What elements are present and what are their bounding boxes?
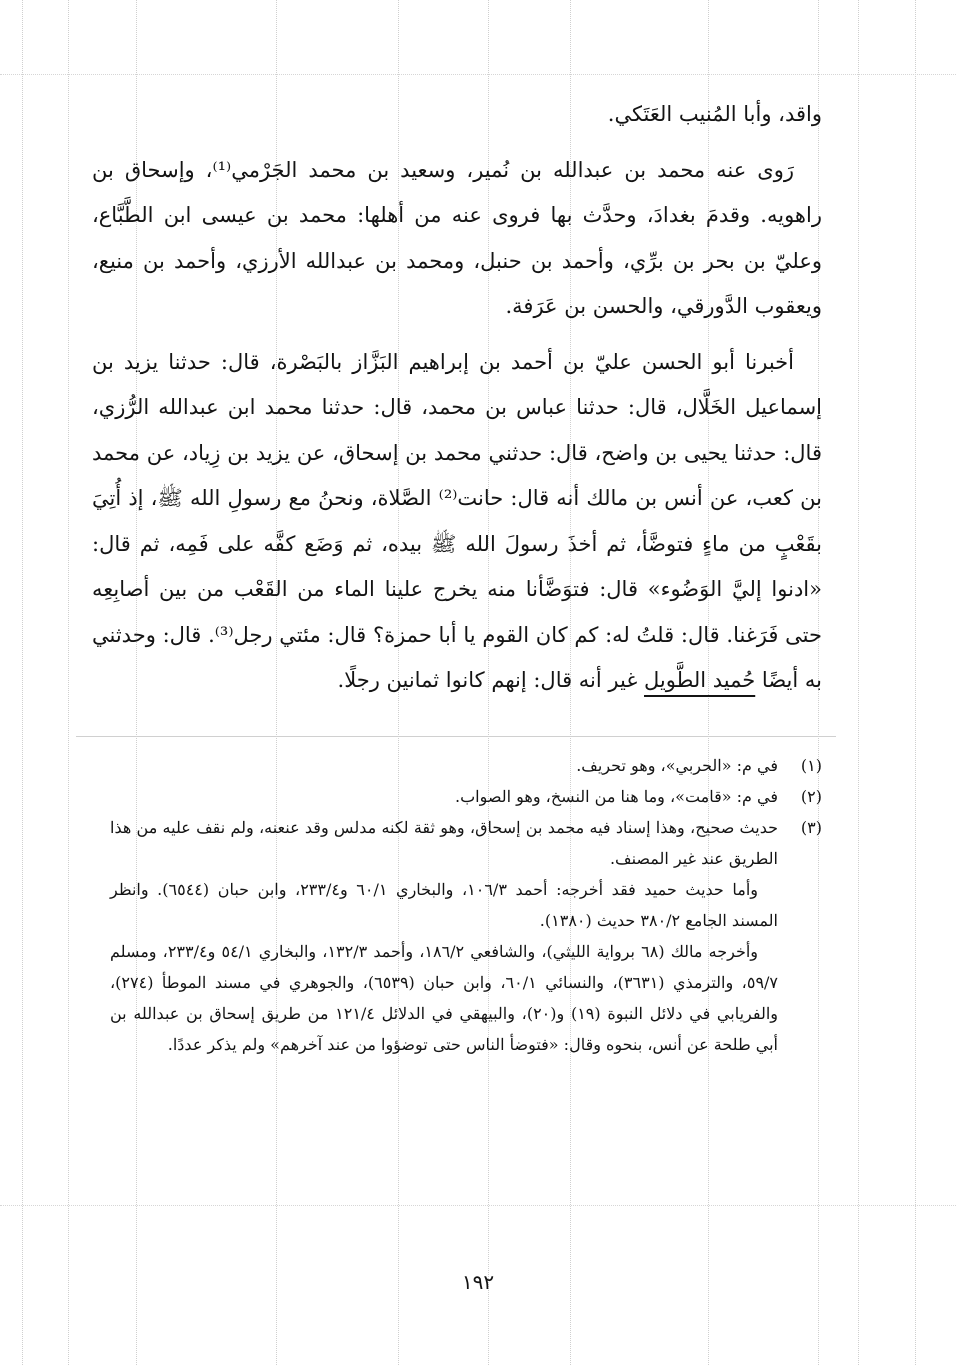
footnote-body [110, 750, 778, 781]
main-text-body [92, 92, 822, 704]
scan-guide-line [68, 0, 69, 1365]
scan-guide-line [0, 74, 956, 75]
footnote-text: في م: «الحربي»، وهو تحريف. [576, 756, 778, 775]
footnote-body [110, 781, 778, 812]
paragraph-narrators: رَوى عنه محمد بن عبدالله بن نُمير، وسعيد بن محمد الجَرْمي⁽¹⁾، وإسحاق بن راهويه. وقدمَ بغدادَ، وحدَّث بها فروى عنه من أهلها: محمد بن عيسى ابن الطَّبَّاع، وعليّ بن بحر بن برِّي، وأحمد بن حنبل، ومحمد بن عبدالله الأرزي، وأحمد بن منيع، ويعقوب الدَّورقي، والحسن بن عَرَفة. [92, 157, 822, 318]
footnote-number: (٢) [800, 787, 822, 806]
footnotes-section [110, 750, 822, 1060]
scan-guide-line [858, 0, 859, 1365]
footnote-item [110, 781, 822, 812]
footnote-text: في م: «قامت»، وما هنا من النسخ، وهو الصواب. [455, 787, 778, 806]
underlined-name: حُميد الطَّويل [644, 668, 756, 692]
footnote-separator [76, 736, 836, 737]
footnote-text: وأما حديث حميد فقد أخرجه: أحمد ١٠٦/٣، والبخاري ٦٠/١ و٢٣٣/٤، وابن حبان (٦٥٤٤). وانظر المسند الجامع ٣٨٠/٢ حديث (١٣٨٠). [110, 880, 778, 930]
footnote-text: حديث صحيح، وهذا إسناد فيه محمد بن إسحاق، وهو ثقة لكنه مدلس وقد عنعنه، ولم نقف عليه من هذا الطريق عند غير المصنف. [110, 818, 779, 868]
footnote-item [110, 750, 822, 781]
footnote-text: وأخرجه مالك (٦٨ برواية الليثي)، والشافعي ١٨٦/٢، وأحمد ١٣٢/٣، والبخاري ٥٤/١ و٢٣٣/٤، ومسلم ٥٩/٧، والترمذي (٣٦٣١)، والنسائي ٦٠/١، وابن حبان (٦٥٣٩)، والجوهري في مسند الموطأ (٢٧٤)، والفريابي في دلائل النبوة (١٩) و(٢٠)، والبيهقي في الدلائل ١٢١/٤ من طريق إسحاق بن عبدالله بن أبي طلحة عن أنس، بنحوه وقال: «فتوضأ الناس حتى توضؤوا من عند آخرهم» ولم يذكر عددًا. [110, 942, 779, 1054]
hadith-text-end: غير أنه قال: إنهم كانوا ثمانين رجلًا. [337, 668, 638, 692]
footnote-item [110, 812, 822, 1060]
page-number: ١٩٢ [461, 1270, 495, 1294]
footnote-number: (١) [800, 756, 822, 775]
scan-guide-line [22, 0, 23, 1365]
footnote-body [110, 812, 778, 1060]
footnote-number: (٣) [800, 818, 822, 837]
hadith-text: أخبرنا أبو الحسن عليّ بن أحمد بن إبراهيم البَزَّاز بالبَصْرة، قال: حدثنا يزيد بن إسماعيل الخَلَّال، قال: حدثنا عباس بن محمد، قال: حدثنا محمد ابن عبدالله الرُّزي، قال: حدثنا يحيى بن واضح، قال: حدثني محمد بن إسحاق، عن يزيد بن زِياد، عن محمد بن كعب، عن أنس بن مالك أنه قال: حانت⁽²⁾ الصَّلاة، ونحنُ مع رسولِ الله ﷺ، إذ أُتِيَ بقَعْبٍ من ماءٍ فتوضَّأ، ثم أخذَ رسولَ الله ﷺ بيده، ثم وَضَع كفَّه على فَمِه، ثم قال: «ادنوا إليَّ الوَضُوء» قال: فتوَضَّأنا منه يخرج علينا الماء من القَعْب من بين أصابِعِه حتى فَرَغنا. قال: قلتُ له: كم كان القوم يا أبا حمزة؟ قال: مئتي رجل⁽³⁾. قال: وحدثني به أيضًا [92, 349, 822, 692]
opening-line: واقد، وأبا المُنيب العَتَكي. [607, 102, 822, 126]
scan-guide-line [915, 0, 916, 1365]
scan-guide-line [0, 1205, 956, 1206]
paragraph-hadith [92, 340, 822, 704]
